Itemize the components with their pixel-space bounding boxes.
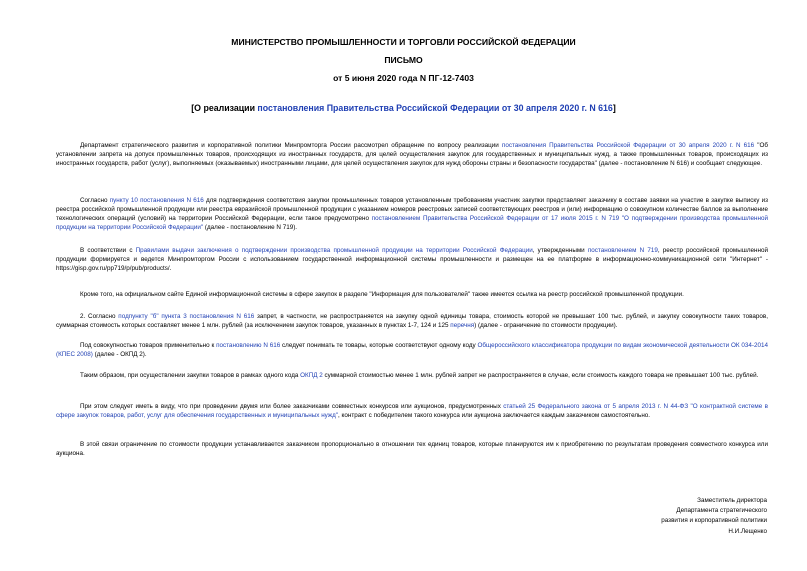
- subject-open: [О реализации: [191, 103, 258, 113]
- subject-link[interactable]: постановления Правительства Российской Федерации от 30 апреля 2020 г. N 616: [257, 103, 613, 113]
- p5-text-2: запрет, в частности, не распространяется на закупку одной единицы товара, стоимость которой не превышает 100 тыс. рублей, и закупку совокупности таких товаров, суммарная стоимость которых составляет менее 1 млн. рублей (за исключением закупок товаров, указанных в пунктах 1-7, 124 и 125: [56, 313, 769, 330]
- p8-link-article-25[interactable]: статьей 25 Федерального закона от 5 апреля 2013 г. N 44-ФЗ "О контрактной системе в сфере закупок товаров, работ, услуг для обеспечения государственных и муниципальных нужд": [56, 403, 768, 420]
- ministry-title: МИНИСТЕРСТВО ПРОМЫШЛЕННОСТИ И ТОРГОВЛИ РОССИЙСКОЙ ФЕДЕРАЦИИ: [231, 37, 576, 47]
- document-type: ПИСЬМО: [384, 55, 423, 65]
- paragraph-8: [56, 402, 768, 420]
- signature-name: Н.И.Лещенко: [728, 527, 767, 535]
- paragraph-7: [56, 371, 768, 380]
- p1-text-2: "Об установлении запрета на допуск промышленных товаров, происходящих из иностранных государств, для целей осуществления закупок для государственных и муниципальных нужд, а также промышленных товаров, происходящих из иностранных государств, работ (услуг), выполняемых (оказываемых) иностранными лицами, для целей осуществления закупок для нужд обороны страны и безопасности государства" (далее - постановление N 616) и сообщает следующее.: [56, 142, 769, 168]
- p1-link-resolution-616[interactable]: постановления Правительства Российской Федерации от 30 апреля 2020 г. N 616: [501, 142, 755, 149]
- paragraph-5: [56, 312, 768, 330]
- p2-text-1: Согласно: [80, 197, 110, 204]
- p7-text-1: Таким образом, при осуществлении закупки товаров в рамках одного кода: [80, 372, 301, 379]
- p8-text-2: , контракт с победителем такого конкурса или аукциона заключается каждым заказчиком самостоятельно.: [338, 412, 651, 420]
- paragraph-2: [56, 196, 768, 233]
- p5-text-1: 2. Согласно: [80, 313, 119, 320]
- paragraph-9: [56, 440, 768, 458]
- p6-link-resolution-616[interactable]: постановлению N 616: [216, 342, 281, 349]
- document-date-number: от 5 июня 2020 года N ПГ-12-7403: [333, 73, 474, 83]
- p6-link-classifier[interactable]: Общероссийского классификатора продукции по видам экономической деятельности ОК 034-2014 (КПЕС 2008): [56, 342, 768, 359]
- subject-close: ]: [612, 103, 616, 113]
- p7-text-2: суммарной стоимостью менее 1 млн. рублей запрет не распространяется в случае, если стоимость каждого товара не превышает 100 тыс. рублей.: [322, 372, 759, 379]
- p3-link-resolution-719[interactable]: постановлением N 719: [587, 247, 658, 254]
- document-subject: [0, 102, 807, 114]
- p6-text-2: следует понимать те товары, которые соответствуют одному коду: [280, 342, 478, 349]
- p9-text-1: В этой связи ограничение по стоимости продукции устанавливается заказчиком пропорционально в отношении тех единиц товаров, которые планируются им к приобретению по результатам проведения совместного конкурса или аукциона.: [56, 441, 768, 458]
- p5-link-list[interactable]: перечня: [450, 322, 475, 330]
- signature-line-3: развития и корпоративной политики: [661, 517, 767, 525]
- p2-link-resolution-719[interactable]: постановлением Правительства Российской Федерации от 17 июля 2015 г. N 719 "О подтверждении производства промышленной продукции на территории Российской Федерации": [56, 215, 769, 232]
- p4-text-1: Кроме того, на официальном сайте Единой информационной системы в сфере закупок в разделе "Информация для пользователей" также имеется ссылка на реестр российской промышленной продукции.: [80, 291, 684, 298]
- p3-text-1: В соответствии с: [80, 247, 136, 254]
- p1-text-1: Департамент стратегического развития и корпоративной политики Минпромторга России рассмотрел обращение по вопросу реализации: [80, 142, 502, 149]
- paragraph-1: [56, 141, 768, 168]
- p6-text-3: (далее - ОКПД 2).: [92, 351, 147, 359]
- signature-line-1: Заместитель директора: [697, 497, 767, 504]
- p6-text-1: Под совокупностью товаров применительно к: [80, 342, 217, 349]
- paragraph-4: [56, 290, 768, 299]
- paragraph-3: [56, 246, 768, 273]
- p2-text-3: (далее - постановление N 719).: [203, 224, 298, 232]
- p7-link-okpd2[interactable]: ОКПД 2: [300, 372, 323, 379]
- p8-text-1: При этом следует иметь в виду, что при проведении двумя или более заказчиками совместных конкурсов или аукционов, предусмотренных: [80, 403, 504, 410]
- p3-link-rules[interactable]: Правилами выдачи заключения о подтверждении производства промышленной продукции на территории Российской Федерации: [135, 247, 533, 254]
- p3-text-2: , утвержденными: [532, 247, 588, 254]
- signature-block: [567, 496, 767, 537]
- p3-text-3: , реестр российской промышленной продукции формируется и ведется Минпромторгом России с использованием государственной информационной системы промышленности и размещен на ее платформе в информационно-коммуникационной сети "Интернет" -https://gisp.gov.ru/pp719/p/pub/products/.: [56, 247, 768, 273]
- p5-text-3: ) (далее - ограничение по стоимости продукции).: [474, 322, 618, 330]
- signature-line-2: Департамента стратегического: [676, 507, 767, 515]
- p2-text-2: для подтверждения соответствия закупки промышленных товаров установленным требованиям участник закупки представляет заказчику в составе заявки на участие в закупке выписку из реестра российской промышленной продукции или реестра евразийской промышленной продукции с указанием номеров реестровых записей соответствующих реестров и (или) информацию о совокупном количестве баллов за выполнение технологических операций (условий) на территории Российской Федерации, если такое предусмотрено: [56, 197, 768, 223]
- paragraph-6: [56, 341, 768, 359]
- p2-link-point-10[interactable]: пункту 10 постановления N 616: [109, 197, 204, 204]
- p5-link-subpoint[interactable]: подпункту "б" пункта 3 постановления N 616: [118, 313, 255, 320]
